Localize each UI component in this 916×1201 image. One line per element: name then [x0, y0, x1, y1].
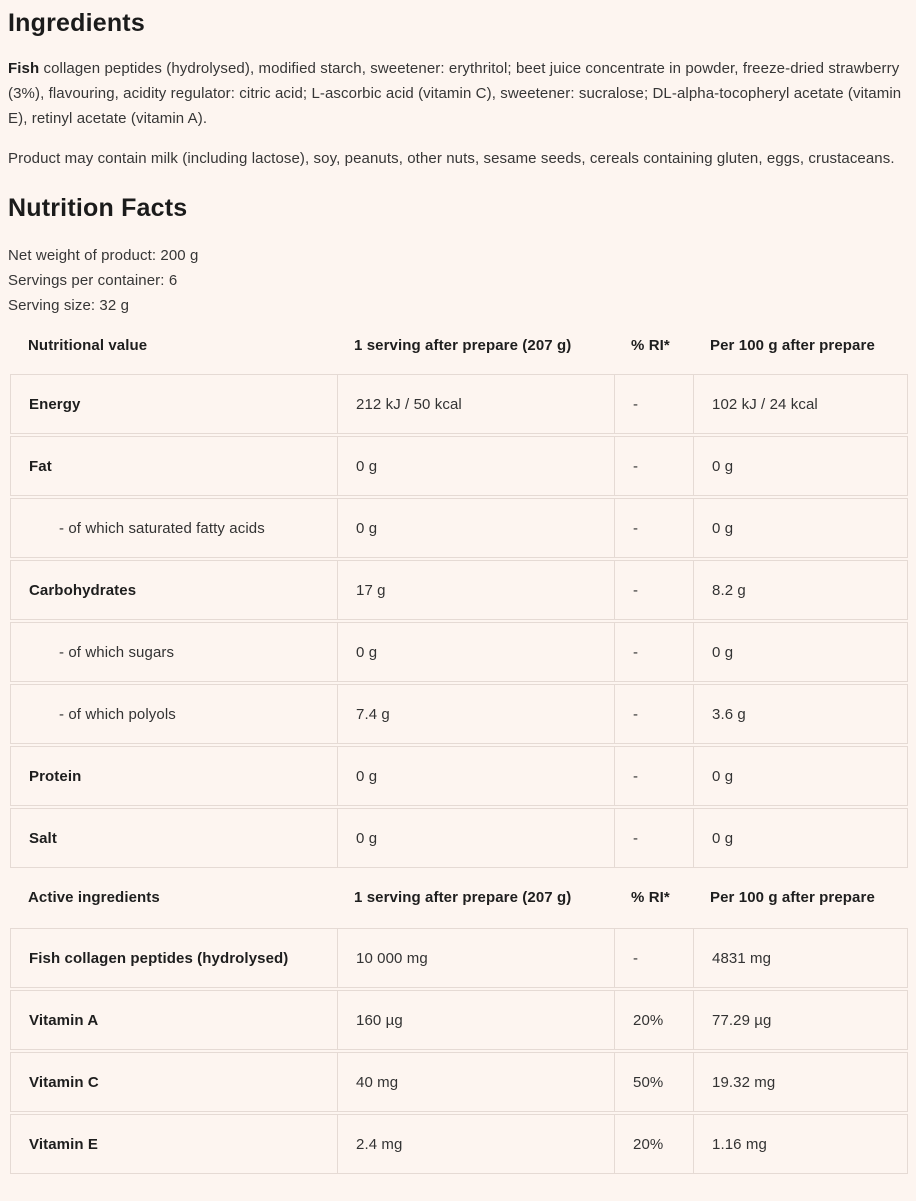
ri-value: 20%: [614, 991, 693, 1049]
ingredients-lead-rest: collagen peptides (hydrolysed), modified starch, sweetener: erythritol; beet juice concentrate in powder, freeze-dried strawberry (3%), flavouring, acidity regulator: citric acid; L-ascorbic acid (vitamin C), sweetener: sucralose; DL-alpha-tocopheryl acetate (vitamin E), retinyl acetate (vitamin A).: [8, 60, 902, 127]
ingredient-label: Vitamin E: [29, 1135, 98, 1153]
serving-value: 40 mg: [337, 1053, 614, 1111]
per100-value: 0 g: [693, 437, 909, 495]
per100-value: 3.6 g: [693, 685, 909, 743]
serving-value: 0 g: [337, 623, 614, 681]
serving-value: 2.4 mg: [337, 1115, 614, 1173]
nutrient-label: Energy: [29, 395, 81, 413]
column-header-nutritional-value: Nutritional value: [28, 336, 148, 354]
serving-value: 0 g: [337, 809, 614, 867]
serving-value: 212 kJ / 50 kcal: [337, 375, 614, 433]
table-row: [10, 436, 908, 496]
table-row: [10, 622, 908, 682]
nutritional-value-table: [10, 330, 908, 868]
net-weight: Net weight of product: 200 g: [8, 247, 199, 264]
nutrient-label: - of which sugars: [59, 643, 175, 661]
column-header-serving: 1 serving after prepare (207 g): [354, 888, 572, 906]
ri-value: -: [614, 809, 693, 867]
serving-value: 160 µg: [337, 991, 614, 1049]
per100-value: 0 g: [693, 809, 909, 867]
nutrient-label: Fat: [29, 457, 52, 475]
table-row: [10, 498, 908, 558]
ri-value: -: [614, 499, 693, 557]
ri-value: -: [614, 685, 693, 743]
ingredient-label: Vitamin C: [29, 1073, 99, 1091]
allergen-note: Product may contain milk (including lactose), soy, peanuts, other nuts, sesame seeds, cereals containing gluten, eggs, crustaceans.: [8, 150, 895, 167]
ri-value: 50%: [614, 1053, 693, 1111]
nutrition-facts-title: Nutrition Facts: [8, 194, 188, 222]
ri-value: 20%: [614, 1115, 693, 1173]
per100-value: 0 g: [693, 623, 909, 681]
serving-value: 17 g: [337, 561, 614, 619]
ri-value: -: [614, 375, 693, 433]
serving-value: 10 000 mg: [337, 929, 614, 987]
ingredients-paragraph: [8, 56, 908, 131]
column-header-ri: % RI*: [631, 888, 670, 906]
nutrient-label: - of which polyols: [59, 705, 176, 723]
ri-value: -: [614, 747, 693, 805]
serving-value: 0 g: [337, 747, 614, 805]
per100-value: 102 kJ / 24 kcal: [693, 375, 909, 433]
table-row: [10, 990, 908, 1050]
table-row: [10, 1114, 908, 1174]
column-header-per100: Per 100 g after prepare: [710, 336, 875, 354]
column-header-per100: Per 100 g after prepare: [710, 888, 875, 906]
serving-value: 7.4 g: [337, 685, 614, 743]
ingredient-label: Fish collagen peptides (hydrolysed): [29, 949, 289, 967]
ri-value: -: [614, 561, 693, 619]
table-row: [10, 374, 908, 434]
ri-value: -: [614, 437, 693, 495]
column-header-active-ingredients: Active ingredients: [28, 888, 160, 906]
column-header-serving: 1 serving after prepare (207 g): [354, 336, 572, 354]
servings-per-container: Servings per container: 6: [8, 272, 178, 289]
per100-value: 0 g: [693, 747, 909, 805]
serving-value: 0 g: [337, 499, 614, 557]
column-header-ri: % RI*: [631, 336, 670, 354]
nutrient-label: Carbohydrates: [29, 581, 137, 599]
ingredients-lead-bold: Fish: [8, 60, 40, 77]
ingredients-title: Ingredients: [8, 9, 145, 37]
nutrient-label: Salt: [29, 829, 57, 847]
active-ingredients-table: [10, 882, 908, 1174]
serving-value: 0 g: [337, 437, 614, 495]
table-header-row: [10, 882, 908, 912]
per100-value: 1.16 mg: [693, 1115, 909, 1173]
nutrient-label: Protein: [29, 767, 82, 785]
per100-value: 8.2 g: [693, 561, 909, 619]
per100-value: 19.32 mg: [693, 1053, 909, 1111]
table-row: [10, 560, 908, 620]
table-header-row: [10, 330, 908, 360]
serving-meta: [8, 243, 908, 318]
table-row: [10, 684, 908, 744]
serving-size: Serving size: 32 g: [8, 297, 130, 314]
table-row: [10, 808, 908, 868]
table-row: [10, 928, 908, 988]
table-row: [10, 1052, 908, 1112]
table-row: [10, 746, 908, 806]
ri-value: -: [614, 623, 693, 681]
per100-value: 77.29 µg: [693, 991, 909, 1049]
per100-value: 0 g: [693, 499, 909, 557]
nutrient-label: - of which saturated fatty acids: [59, 519, 265, 537]
ingredient-label: Vitamin A: [29, 1011, 99, 1029]
per100-value: 4831 mg: [693, 929, 909, 987]
ri-value: -: [614, 929, 693, 987]
